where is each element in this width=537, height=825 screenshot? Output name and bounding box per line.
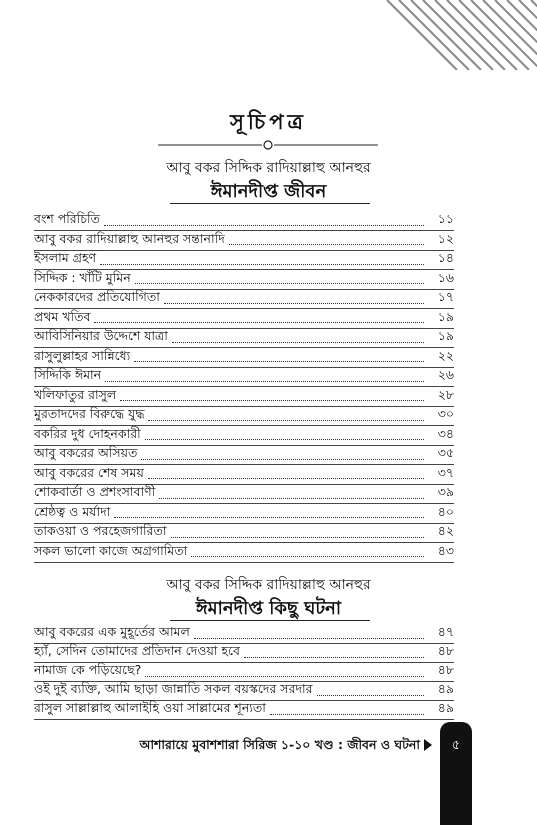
toc-leader-dots (171, 537, 425, 538)
toc-entry-page: ২৮ (437, 386, 454, 402)
toc-leader-dots (244, 657, 424, 658)
page-title: সূচিপত্র (230, 110, 307, 134)
toc-entry-page: ৪৭ (437, 624, 454, 639)
toc-entry-title: নেককারদের প্রতিযোগিতা (34, 289, 160, 304)
toc-entry-page: ৪৯ (437, 700, 454, 715)
toc-entry (34, 446, 454, 465)
toc-entry (34, 625, 454, 644)
toc-entry-title: আবু বকরের শেষ সময় (34, 464, 144, 480)
toc-leader-dots (94, 322, 424, 323)
toc-entry (34, 701, 454, 720)
toc-entry-page: ৪৯ (437, 681, 454, 696)
toc-leader-dots (148, 420, 424, 421)
toc-entry-page: ৩৯ (437, 484, 454, 499)
toc-entry (34, 505, 454, 524)
toc-leader-dots (317, 695, 424, 696)
toc-entry (34, 212, 454, 231)
page-number-tab (440, 722, 472, 825)
toc-leader-dots (114, 517, 424, 518)
toc-entry (34, 407, 454, 426)
page-number: ৫ (451, 738, 461, 753)
toc-entry-title: শ্রেষ্ঠত্ব ও মর্যাদা (34, 503, 111, 519)
series-footer-text: আশারায়ে মুবাশশারা সিরিজ ১-১০ খণ্ড : জীবন ও ঘটনা (139, 737, 420, 752)
toc-leader-dots (194, 638, 424, 639)
toc-entry-title: তাকওয়া ও পরহেজগারিতা (34, 523, 167, 538)
toc-entry-title: খলিফাতুর রাসুল (34, 386, 117, 402)
toc-entry-title: সকল ভালো কাজে অগ্রগামিতা (34, 542, 188, 558)
toc-entry-page: ১৭ (437, 289, 454, 304)
section-2-subtitle: আবু বকর সিদ্দিক রাদিয়াল্লাহু আনহুর (166, 577, 371, 593)
toc-entry-title: সিদ্দিকি ঈমান (34, 367, 102, 382)
toc-entry-title: আবু বকর রাদিয়াল্লাহু আনহুর সন্তানাদি (34, 230, 225, 246)
toc-entry (34, 427, 454, 446)
toc-entry (34, 329, 454, 348)
toc-entry (34, 644, 454, 663)
toc-leader-dots (141, 459, 424, 460)
toc-leader-dots (120, 400, 424, 401)
toc-entry (34, 466, 454, 485)
toc-leader-dots (105, 381, 424, 382)
toc-entry (34, 368, 454, 387)
toc-entry-title: রাসুলুল্লাহর সান্নিধ্যে (34, 347, 131, 363)
toc-entry-title: প্রথম খতিব (34, 308, 91, 324)
toc-entry-title: মুরতাদদের বিরুদ্ধে যুদ্ধ (34, 406, 145, 421)
toc-entry-title: নামাজ কে পড়িয়েছে? (34, 662, 142, 677)
toc-leader-dots (145, 676, 424, 677)
toc-leader-dots (229, 244, 424, 245)
toc-entry-page: ৪৮ (437, 662, 454, 677)
toc-entry-page: ১২ (437, 230, 454, 246)
toc-leader-dots (100, 264, 424, 265)
toc-entry-page: ৪৮ (437, 643, 454, 658)
toc-entry-page: ১৪ (437, 250, 454, 265)
toc-entry-title: আবু বকরের অসিয়ত (34, 445, 138, 460)
toc-entry-page: ১৯ (437, 328, 454, 343)
toc-entry-title: আবিসিনিয়ার উদ্দেশে যাত্রা (34, 328, 168, 343)
toc-entry-page: ৪২ (437, 523, 454, 538)
toc-entry-page: ২২ (437, 347, 454, 363)
toc-leader-dots (159, 498, 424, 499)
toc-entry (34, 663, 454, 682)
toc-entry-title: শোকবার্তা ও প্রশংসাবাণী (34, 484, 156, 499)
triangle-arrow-icon (424, 739, 432, 751)
toc-entry-page: ৩৭ (437, 464, 454, 480)
toc-leader-dots (191, 556, 424, 557)
toc-entry (34, 524, 454, 543)
toc-entry-page: ১৬ (437, 269, 454, 285)
section-1-subtitle: আবু বকর সিদ্দিক রাদিয়াল্লাহু আনহুর (166, 160, 371, 176)
section-2-divider (170, 620, 370, 621)
toc-entry-page: ৩৫ (437, 445, 454, 460)
toc-entry-title: ইসলাম গ্রহণ (34, 250, 97, 265)
toc-leader-dots (104, 225, 424, 226)
toc-entry (34, 682, 454, 701)
toc-entry-title: আবু বকরের এক মুহূর্তের আমল (34, 624, 190, 639)
toc-leader-dots (134, 361, 424, 362)
toc-entry (34, 349, 454, 368)
toc-entry (34, 251, 454, 270)
toc-entry-page: ৩০ (437, 406, 454, 421)
toc-entry (34, 290, 454, 309)
toc-entry (34, 485, 454, 504)
toc-leader-dots (270, 714, 424, 715)
toc-entry-title: রাসুল সাল্লাল্লাহু আলাইহি ওয়া সাল্লামের শূন্যতা (34, 700, 266, 715)
toc-leader-dots (148, 478, 424, 479)
corner-stripes-decoration (377, 0, 537, 70)
toc-entry (34, 310, 454, 329)
section-1-heading: ঈমানদীপ্ত জীবন (210, 181, 327, 202)
toc-entry-title: বংশ পরিচিতি (34, 211, 100, 226)
toc-entry-title: হ্যাঁ, সেদিন তোমাদের প্রতিদান দেওয়া হবে (34, 643, 241, 658)
toc-entry-page: ১৯ (437, 308, 454, 324)
toc-entry (34, 271, 454, 290)
toc-entry-title: বকরির দুধ দোহনকারী (34, 425, 141, 441)
toc-entry-page: ৩৪ (437, 425, 454, 441)
toc-entry (34, 544, 454, 563)
title-ornament (158, 138, 378, 152)
toc-entry-page: ২৬ (437, 367, 454, 382)
toc-entry-page: ৪৩ (437, 542, 454, 558)
toc-entry-page: ১১ (437, 211, 454, 226)
section-1-divider (170, 203, 370, 204)
toc-entry-title: সিদ্দিক : খাঁটি মুমিন (34, 269, 131, 285)
toc-leader-dots (164, 303, 424, 304)
toc-leader-dots (172, 342, 424, 343)
toc-entry (34, 232, 454, 251)
toc-leader-dots (135, 283, 424, 284)
toc-entry-title: ওই দুই ব্যক্তি, আমি ছাড়া জান্নাতি সকল বয়স্কদের সরদার (34, 681, 313, 696)
toc-entry (34, 388, 454, 407)
toc-entry-page: ৪০ (437, 503, 454, 519)
section-2-heading: ঈমানদীপ্ত কিছু ঘটনা (195, 598, 342, 619)
toc-leader-dots (145, 439, 424, 440)
